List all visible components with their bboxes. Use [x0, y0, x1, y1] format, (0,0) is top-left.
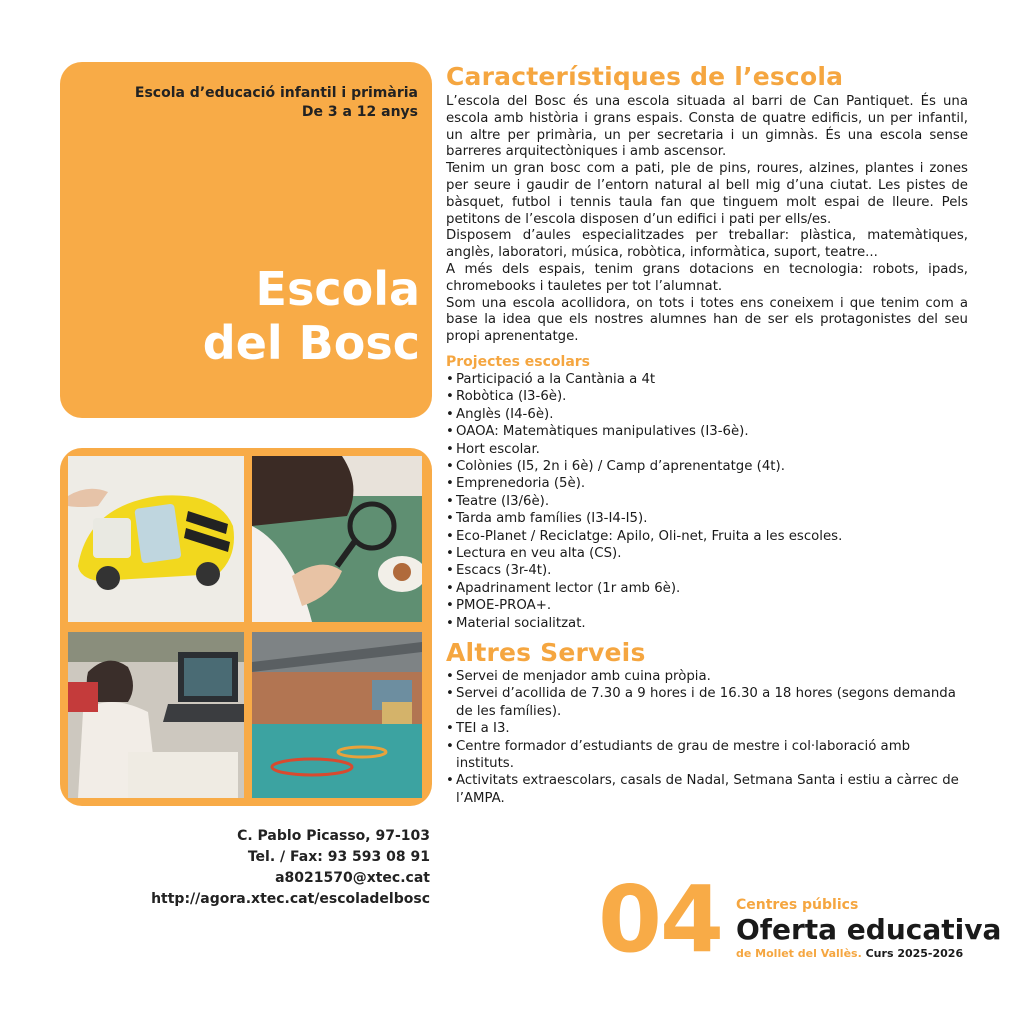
school-ages: De 3 a 12 anys — [301, 104, 418, 120]
list-item: • Material socialitzat. — [446, 615, 968, 632]
paragraph: L’escola del Bosc és una escola situada al barri de Can Pantiquet. És una escola amb història i grans espais. Consta de quatre edificis, un per infantil, un altre per primària, un per secretaria i un gimnàs. És una escola sense barreres arquitectòniques i amb ascensor. — [446, 94, 968, 160]
footer-branding — [736, 896, 1001, 962]
school-name-line2: del Bosc — [202, 316, 420, 370]
list-item: • Emprenedoria (5è). — [446, 475, 968, 492]
list-item: • Servei d’acollida de 7.30 a 9 hores i de 16.30 a 18 hores (segons demanda de les famílies). — [446, 685, 968, 720]
list-item: • Activitats extraescolars, casals de Nadal, Setmana Santa i estiu a càrrec de l’AMPA. — [446, 772, 968, 807]
list-item: • Centre formador d’estudiants de grau de mestre i col·laboració amb instituts. — [446, 738, 968, 773]
list-item: • TEI a I3. — [446, 720, 968, 737]
paragraph: Som una escola acollidora, on tots i totes ens coneixem i que tenim com a base la idea que els nostres alumnes han de ser els protagonistes del seu propi aprenentatge. — [446, 295, 968, 345]
list-item: • OAOA: Matemàtiques manipulatives (I3-6è). — [446, 423, 968, 440]
list-item: • Anglès (I4-6è). — [446, 406, 968, 423]
footer-year: Curs 2025-2026 — [865, 947, 964, 960]
paragraph: Disposem d’aules especialitzades per treballar: plàstica, matemàtiques, anglès, laboratori, música, robòtica, informàtica, suport, teatre... — [446, 228, 968, 261]
school-name — [203, 262, 420, 370]
school-title-card — [60, 62, 432, 418]
school-name-line1: Escola — [255, 262, 420, 316]
list-item: • Lectura en veu alta (CS). — [446, 545, 968, 562]
photo-gymnasium — [252, 632, 422, 798]
list-item: • Hort escolar. — [446, 441, 968, 458]
services-list — [446, 668, 968, 807]
phone: Tel. / Fax: 93 593 08 91 — [247, 849, 430, 865]
school-type: Escola d’educació infantil i primària — [134, 85, 418, 101]
email[interactable]: a8021570@xtec.cat — [275, 870, 430, 886]
photo-student-laptop — [68, 632, 244, 798]
paragraph: A més dels espais, tenim grans dotacions en tecnologia: robots, ipads, chromebooks i tauletes per tot l’alumnat. — [446, 261, 968, 294]
characteristics-text — [446, 94, 968, 346]
list-item: • PMOE-PROA+. — [446, 597, 968, 614]
footer-subline — [736, 946, 1001, 962]
address: C. Pablo Picasso, 97-103 — [237, 828, 430, 844]
paragraph: Tenim un gran bosc com a pati, ple de pins, roures, alzines, plantes i zones per seure i gaudir de l’entorn natural al bell mig d’una ciutat. Les pistes de bàsquet, futbol i tennis taula fan que tinguem molt espai de lleure. Pels petitons de l’escola disposen d’un edifici i pati per ells/es. — [446, 161, 968, 227]
list-item: • Escacs (3r-4t). — [446, 562, 968, 579]
contact-info — [151, 826, 430, 910]
characteristics-heading: Característiques de l’escola — [446, 62, 844, 91]
list-item: • Servei de menjador amb cuina pròpia. — [446, 668, 968, 685]
list-item: • Eco-Planet / Reciclatge: Apilo, Oli-net, Fruita a les escoles. — [446, 528, 968, 545]
website-link[interactable]: http://agora.xtec.cat/escoladelbosc — [151, 891, 430, 907]
list-item: • Apadrinament lector (1r amb 6è). — [446, 580, 968, 597]
page-number: 04 — [598, 866, 723, 973]
list-item: • Teatre (I3/6è). — [446, 493, 968, 510]
footer-section: Centres públics — [736, 897, 859, 913]
services-heading: Altres Serveis — [446, 638, 646, 668]
footer-title: Oferta educativa — [736, 913, 1002, 946]
photo-magnifying-glass — [252, 456, 422, 622]
list-item: • Participació a la Cantània a 4t — [446, 371, 968, 388]
photo-collage — [60, 448, 432, 806]
list-item: • Robòtica (I3-6è). — [446, 388, 968, 405]
content-column — [446, 62, 968, 807]
list-item: • Tarda amb famílies (I3-I4-I5). — [446, 510, 968, 527]
footer-place: de Mollet del Vallès. — [736, 947, 862, 960]
school-subtitle — [135, 84, 418, 122]
projects-list — [446, 371, 968, 632]
photo-robot-car — [68, 456, 244, 622]
projects-heading: Projectes escolars — [446, 353, 590, 370]
list-item: • Colònies (I5, 2n i 6è) / Camp d’aprenentatge (4t). — [446, 458, 968, 475]
